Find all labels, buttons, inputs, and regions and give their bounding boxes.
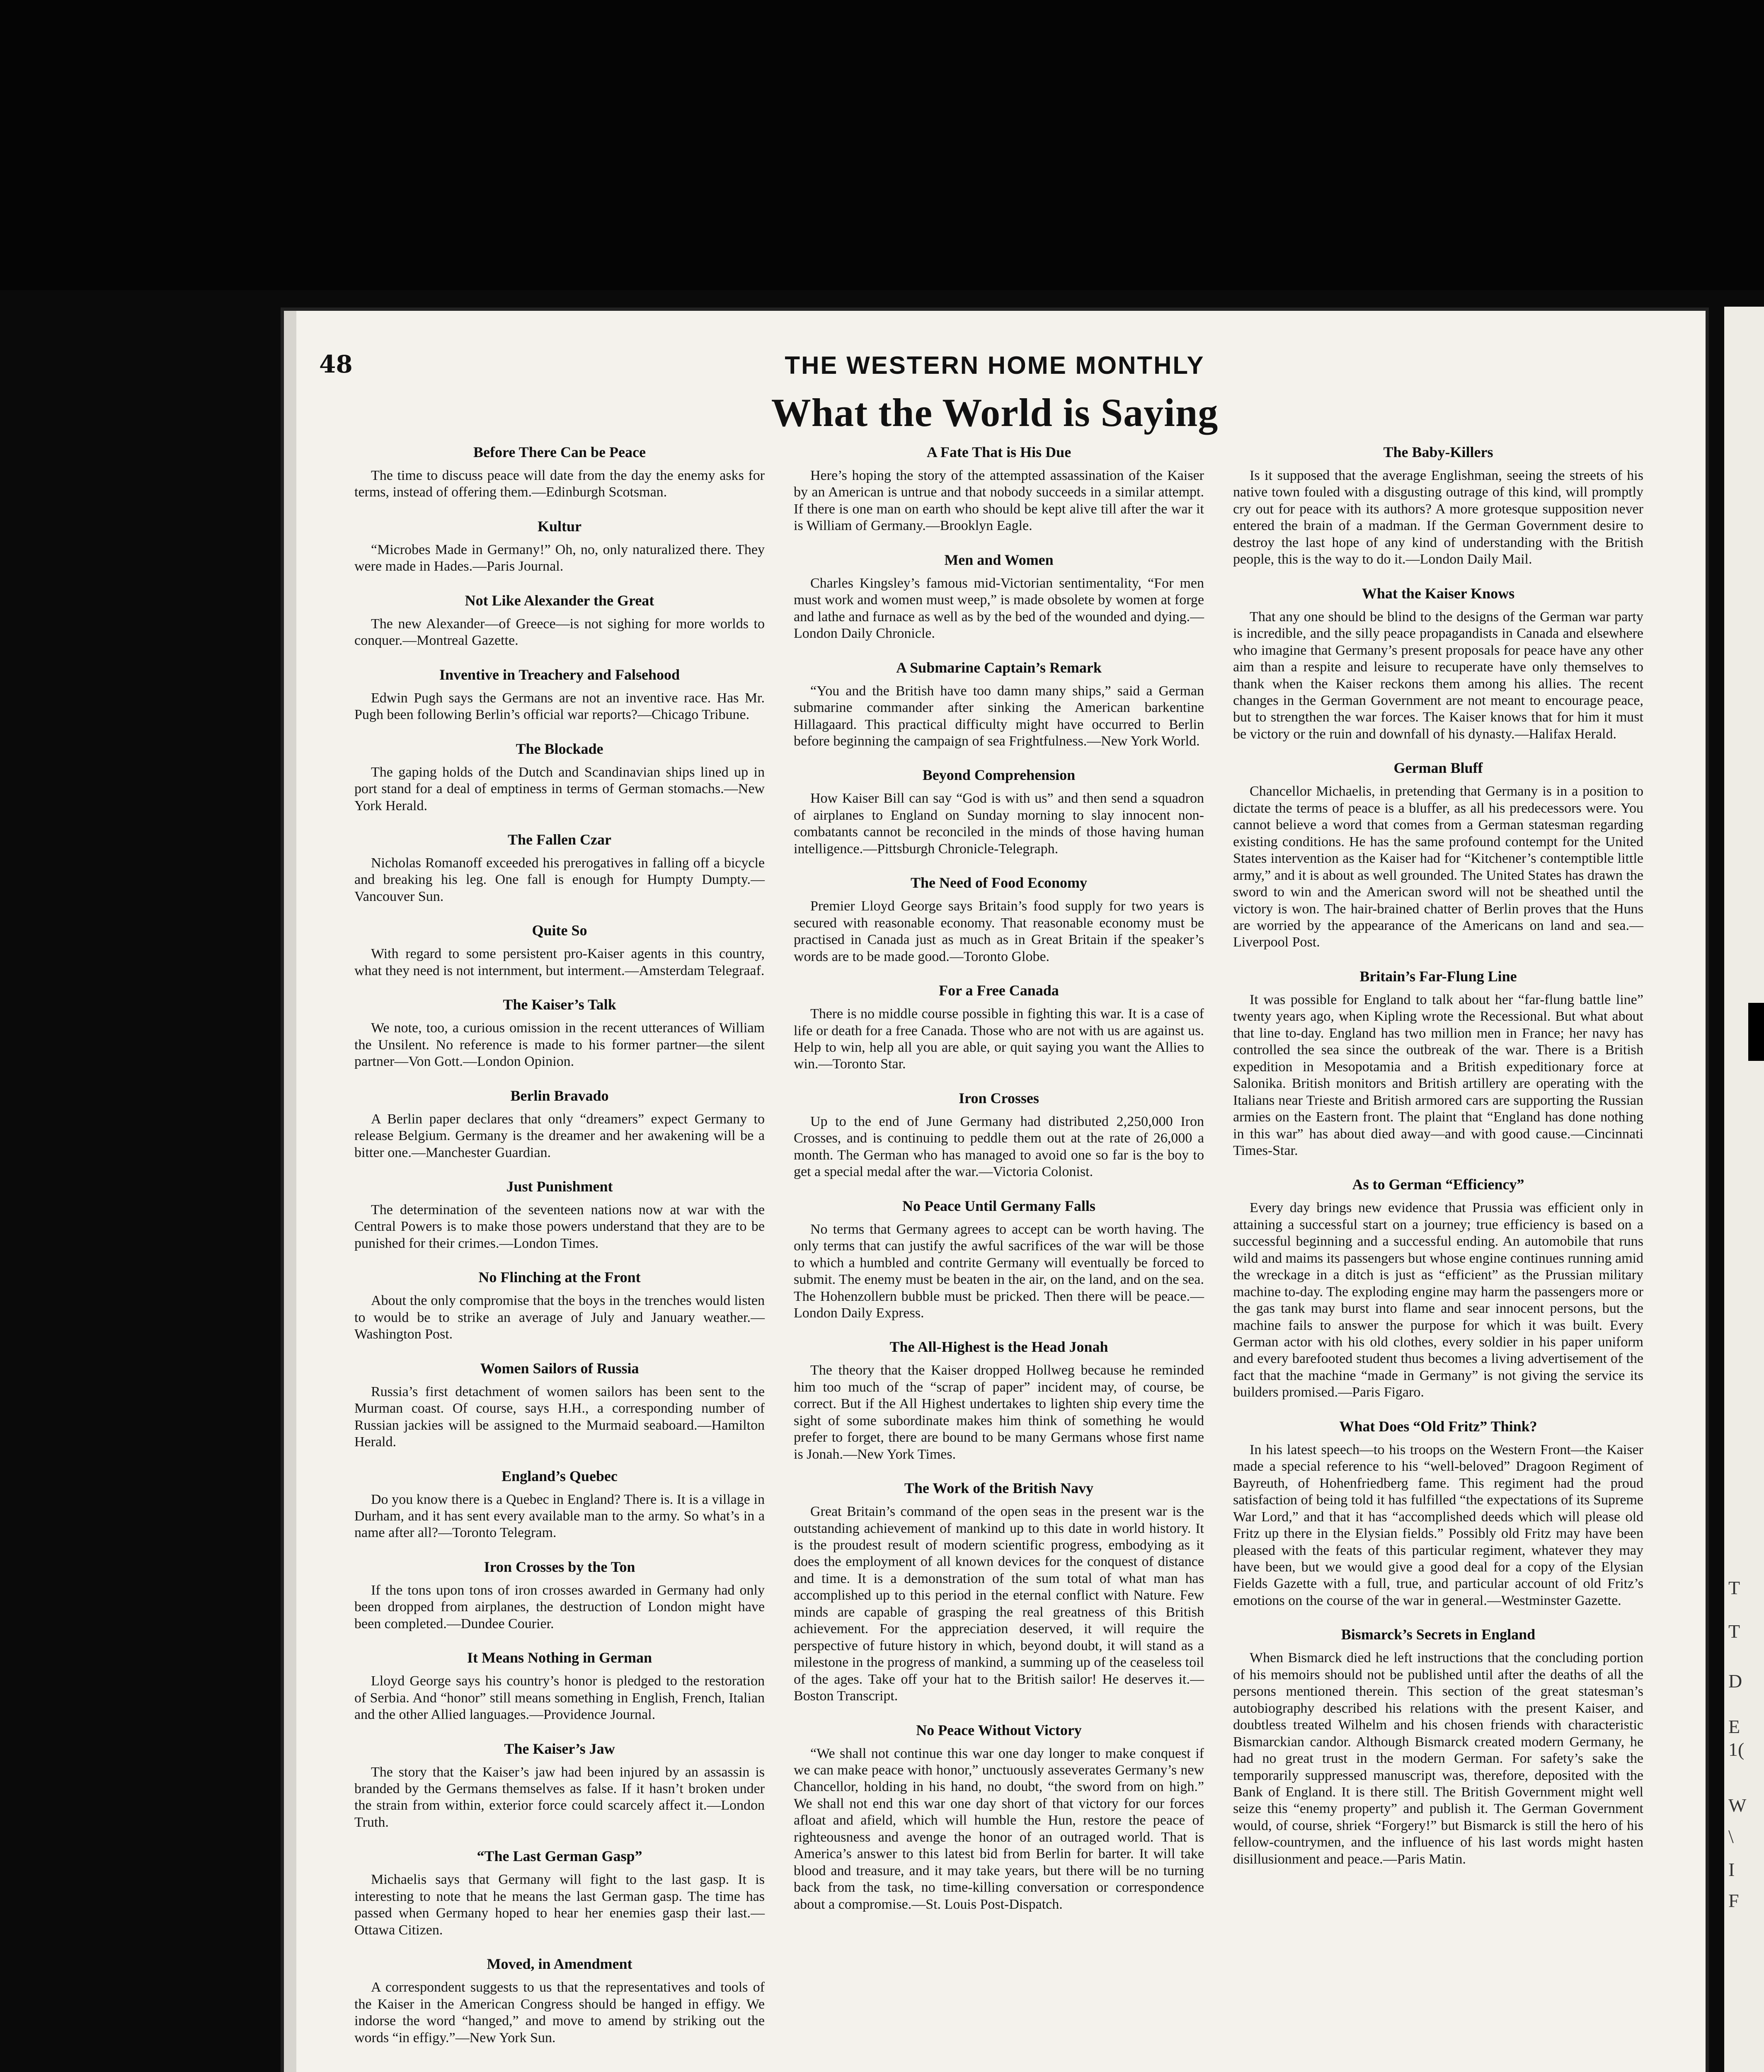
- edge-fragment: W: [1728, 1795, 1747, 1816]
- article: [354, 1087, 765, 1161]
- article-body: The story that the Kaiser’s jaw had been injured by an assassin is branded by the Germans themselves as false. If it hasn’t broken under the strain from within, exterior force could scarcely affect it.—London Truth.: [354, 1764, 765, 1830]
- article-body: Michaelis says that Germany will fight to the last gasp. It is interesting to note that he means the last German gasp. The time has passed when Germany hoped to hear her enemies gasp their last.—Ottawa Citizen.: [354, 1872, 765, 1938]
- article-title: What the Kaiser Knows: [1362, 585, 1515, 602]
- article-body: Every day brings new evidence that Prussia was efficient only in attaining a successful start on a journey; true efficiency is based on a successful beginning and a successful ending. An automobile that runs wild and maims its passengers but whose engine continues running amid the wreckage in a ditch is just as “efficient” as the Prussian military machine to-day. The exploding engine may harm the passengers more or the gas tank may burst into flame and sear innocent persons, but the machine fails to answer the purpose for which it was built. Every German actor with his old clothes, every soldier in his paper uniform and every barefooted student thus becomes a living advertisement of the fact that the machine “made in Germany” is not giving the service its builders promised.—Paris Figaro.: [1233, 1200, 1643, 1400]
- article-body: “We shall not continue this war one day longer to make conquest if we can make peace with honor,” unctuously asseverates Germany’s new Chancellor, holding in his hand, no doubt, “the sword from on high.” We shall not end this war one day short of that victory for our forces afloat and afield, which will humble the Hun, restore the peace of righteousness and avenge the honor of an outraged world. That is America’s answer to this latest bid from Berlin for barter. It will take blood and treasure, and it may take years, but there will be no turning back from the task, no time-killing conversation or correspondence about a compromise.—St. Louis Post-Dispatch.: [794, 1745, 1204, 1912]
- article-title: The Baby-Killers: [1383, 444, 1493, 460]
- article-body: Is it supposed that the average Englishman, seeing the streets of his native town fouled with a disgusting outrage of this kind, will promptly cry out for peace with its authors? A more grotesque supposition never entered the brain of a madman. If the German Government desire to destroy the last hope of any kind of understanding with the British people, this is the way to do it.—London Daily Mail.: [1233, 468, 1643, 567]
- column-2: [794, 443, 1204, 1929]
- article-title: It Means Nothing in German: [467, 1649, 652, 1666]
- page-header: [284, 350, 1706, 383]
- article-body: Lloyd George says his country’s honor is pledged to the restoration of Serbia. And “honor” still means something in English, French, Italian and the other Allied languages.—Providence Journal.: [354, 1673, 765, 1723]
- article-title: German Bluff: [1393, 760, 1483, 777]
- article-title: The Need of Food Economy: [911, 874, 1087, 891]
- article-body: Great Britain’s command of the open seas in the present war is the outstanding achievement of mankind up to this date in world history. It is the proudest result of modern scientific progress, embodying as it does the employment of all known devices for the conquest of distance and time. It is a demonstration of the sum total of what man has accomplished up to this period in the eternal conflict with Nature. Few minds are capable of grasping the real greatness of this British achievement. For the appreciation deserved, it will require the perspective of future history in which, beyond doubt, it will stand as a milestone in the progress of mankind, a summing up of the ceaseless toil of the ages. Take off your hat to the British sailor! He deserves it.—Boston Transcript.: [794, 1504, 1204, 1704]
- article-title: Not Like Alexander the Great: [465, 592, 654, 609]
- article: [794, 659, 1204, 750]
- edge-fragment: T: [1728, 1621, 1740, 1642]
- article-title: The Blockade: [516, 740, 603, 757]
- article: [354, 518, 765, 575]
- adjacent-page-edge: [1724, 307, 1764, 2072]
- article: [354, 740, 765, 814]
- edge-fragment: T: [1728, 1577, 1740, 1598]
- column-3: [1233, 443, 1643, 1884]
- article-title: Iron Crosses: [959, 1089, 1039, 1106]
- article-body: “Microbes Made in Germany!” Oh, no, only naturalized there. They were made in Hades.—Paris Journal.: [354, 542, 765, 574]
- article: [354, 996, 765, 1070]
- article: [354, 1268, 765, 1343]
- article: [354, 1178, 765, 1252]
- article-body: Edwin Pugh says the Germans are not an inventive race. Has Mr. Pugh been following Berlin’s official war reports?—Chicago Tribune.: [354, 690, 765, 723]
- article: [354, 1847, 765, 1939]
- article-body: A correspondent suggests to us that the representatives and tools of the Kaiser in the American Congress should be hanged in effigy. We indorse the word “hanged,” and move to amend by striking out the words “in effigy.”—New York Sun.: [354, 1980, 765, 2045]
- article-body: The new Alexander—of Greece—is not sighing for more worlds to conquer.—Montreal Gazette.: [354, 616, 765, 649]
- article-body: Premier Lloyd George says Britain’s food supply for two years is secured with reasonable economy. That reasonable economy must be practised in Canada just as much as in Great Britain if the speaker’s words are to be made good.—Toronto Globe.: [794, 898, 1204, 964]
- article-title: Moved, in Amendment: [487, 1956, 632, 1973]
- article-title: The Kaiser’s Jaw: [504, 1740, 615, 1757]
- column-1: [354, 443, 765, 2063]
- article: [794, 982, 1204, 1073]
- article: [354, 1467, 765, 1542]
- edge-fragment: D: [1728, 1670, 1742, 1692]
- article-title: The All-Highest is the Head Jonah: [889, 1339, 1108, 1356]
- article-body: When Bismarck died he left instructions that the concluding portion of his memoirs should not be published until after the deaths of all the persons mentioned therein. This section of the great statesman’s autobiography described his relations with the present Kaiser, and doubtless treated Wilhelm and his chosen friends with characteristic Bismarckian candor. Although Bismarck created modern Germany, he had no great trust in the modern German. For safety’s sake the temporarily suppressed manuscript was, therefore, deposited with the Bank of England. It is there still. The British Government might well seize this “enemy property” and publish it. The German Government would, of course, shriek “Forgery!” but Bismarck is still the hero of his fellow-countrymen, and the influence of his last words might hasten disillusionment and peace.—Paris Matin.: [1233, 1650, 1643, 1867]
- article-title: As to German “Efficiency”: [1352, 1176, 1524, 1193]
- article-body: “You and the British have too damn many ships,” said a German submarine commander after sinking the American barkentine Hillagaard. This practical difficulty might have occurred to Berlin before beginning the campaign of sea Frightfulness.—New York World.: [794, 683, 1204, 749]
- article-title: For a Free Canada: [939, 982, 1059, 999]
- article: [354, 1955, 765, 2046]
- article-body: In his latest speech—to his troops on the Western Front—the Kaiser made a special reference to his “well-beloved” Dragoon Regiment of Bayreuth, of Hohenfriedberg fame. This regiment had the proud satisfaction of being told it has fulfilled “the expectations of its Supreme War Lord,” and that it has “accomplished deeds which will please old Fritz up there in the Elysian fields.” Possibly old Fritz may have been pleased with the feats of this particular regiment, whatever they may have been, but we would give a good deal for a copy of the Elysian Fields Gazette with a full, true, and particular account of old Fritz’s emotions on the course of the war in general.—Westminster Gazette.: [1233, 1442, 1643, 1608]
- article: [794, 874, 1204, 965]
- article-body: The gaping holds of the Dutch and Scandinavian ships lined up in port stand for a deal of emptiness in terms of German stomachs.—New York Herald.: [354, 764, 765, 813]
- edge-fragment: F: [1728, 1890, 1739, 1911]
- article: [1233, 585, 1643, 743]
- article: [1233, 1626, 1643, 1868]
- page-number: 48: [319, 350, 353, 378]
- article-body: The determination of the seventeen nations now at war with the Central Powers is to make those powers understand that they are to be punished for their crimes.—London Times.: [354, 1202, 765, 1251]
- article: [794, 1479, 1204, 1704]
- article-body: Up to the end of June Germany had distributed 2,250,000 Iron Crosses, and is continuing to peddle them out at the rate of 26,000 a month. The German who has managed to avoid one so far is the boy to get a special medal after the war.—Victoria Colonist.: [794, 1113, 1204, 1180]
- article-body: It was possible for England to talk about her “far-flung battle line” twenty years ago, when Kipling wrote the Recessional. But what about that line to-day. England has two million men in France; her navy has controlled the sea since the outbreak of the war. There is a British expedition in Mesopotamia and a British expeditionary force at Salonika. British monitors and British artillery are operating with the Italians near Trieste and British armored cars are supporting the Russian armies on the Eastern front. The plaint that “England has done nothing in this war” has about died away—and with good cause.—Cincinnati Times-Star.: [1233, 992, 1643, 1158]
- article-body: Russia’s first detachment of women sailors has been sent to the Murman coast. Of course, says H.H., a corresponding number of Russian jackies will be assigned to the Murmaid seaboard.—Hamilton Herald.: [354, 1384, 765, 1450]
- edge-fragment: 1(: [1728, 1739, 1745, 1760]
- article-title: “The Last German Gasp”: [477, 1848, 642, 1865]
- article-title: A Fate That is His Due: [926, 444, 1071, 460]
- newspaper-page: [284, 311, 1706, 2072]
- article: [1233, 1176, 1643, 1401]
- article: [1233, 968, 1643, 1159]
- article: [354, 1740, 765, 1831]
- article-title: Just Punishment: [506, 1178, 613, 1195]
- article-title: Inventive in Treachery and Falsehood: [439, 666, 680, 683]
- article-body: No terms that Germany agrees to accept can be worth having. The only terms that can justify the awful sacrifices of the war will be those to which a humbled and contrite Germany will eventually be forced to submit. The enemy must be beaten in the air, on the land, and on the sea. The Hohenzollern bubble must be pricked. Then there will be peace.—London Daily Express.: [794, 1221, 1204, 1321]
- article-title: The Fallen Czar: [508, 831, 611, 848]
- article-body: We note, too, a curious omission in the recent utterances of William the Unsilent. No reference is made to his former partner—the silent partner—Von Gott.—London Opinion.: [354, 1020, 765, 1070]
- edge-fragment: \: [1728, 1826, 1734, 1847]
- article: [354, 1649, 765, 1723]
- article-body: Charles Kingsley’s famous mid-Victorian sentimentality, “For men must work and women must weep,” is made obsolete by women at forge and lathe and furnace as well as by the bed of the wounded and dying.—London Daily Chronicle.: [794, 575, 1204, 641]
- article: [794, 551, 1204, 642]
- article-title: Quite So: [532, 922, 587, 939]
- article: [794, 443, 1204, 535]
- article: [354, 831, 765, 905]
- article: [794, 1721, 1204, 1913]
- article-title: No Peace Until Germany Falls: [902, 1197, 1095, 1214]
- article-body: Do you know there is a Quebec in England? There is. It is a village in Durham, and it has sent every available man to the army. So what’s in a name after all?—Toronto Telegram.: [354, 1491, 765, 1541]
- article-title: Bismarck’s Secrets in England: [1341, 1626, 1536, 1643]
- article-columns: [354, 443, 1652, 2072]
- article: [354, 922, 765, 979]
- section-title: What the World is Saying: [771, 390, 1219, 435]
- article-title: Iron Crosses by the Ton: [484, 1558, 635, 1575]
- article-title: No Flinching at the Front: [478, 1269, 641, 1286]
- article-body: Nicholas Romanoff exceeded his prerogatives in falling off a bicycle and breaking his leg. One fall is enough for Humpty Dumpty.—Vancouver Sun.: [354, 855, 765, 904]
- article-body: With regard to some persistent pro-Kaiser agents in this country, what they need is not internment, but interment.—Amsterdam Telegraaf.: [354, 946, 765, 978]
- article: [794, 766, 1204, 857]
- article-body: A Berlin paper declares that only “dreamers” expect Germany to release Belgium. Germany is the dreamer and her awakening will be a bitter one.—Manchester Guardian.: [354, 1111, 765, 1160]
- article: [1233, 1418, 1643, 1610]
- article-title: Berlin Bravado: [510, 1087, 609, 1104]
- article: [354, 1558, 765, 1632]
- article-title: A Submarine Captain’s Remark: [896, 659, 1102, 676]
- article-title: No Peace Without Victory: [916, 1721, 1082, 1738]
- article-body: If the tons upon tons of iron crosses awarded in Germany had only been dropped from airplanes, the destruction of London might have been completed.—Dundee Courier.: [354, 1582, 765, 1631]
- film-margin: [0, 0, 1764, 290]
- article-body: The theory that the Kaiser dropped Hollweg because he reminded him too much of the “scrap of paper” incident may, of course, be correct. But if the All Highest undertakes to lighten ship every time the sight of some subordinate makes him think of something he would prefer to forget, there are bound to be many Germans whose first name is Jonah.—New York Times.: [794, 1363, 1204, 1462]
- page-gutter: [284, 311, 296, 2072]
- article-body: How Kaiser Bill can say “God is with us” and then send a squadron of airplanes to England on Sunday morning to slay innocent non-combatants cannot be reconciled in the minds of those having human intelligence.—Pittsburgh Chronicle-Telegraph.: [794, 791, 1204, 857]
- article-body: Here’s hoping the story of the attempted assassination of the Kaiser by an American is untrue and that nobody succeeds in a similar attempt. If there is one man on earth who should be kept alive till after the war it is William of Germany.—Brooklyn Eagle.: [794, 468, 1204, 534]
- article-title: What Does “Old Fritz” Think?: [1339, 1418, 1537, 1435]
- article: [354, 1360, 765, 1451]
- article-body: That any one should be blind to the designs of the German war party is incredible, and the silly peace propagandists in Canada and elsewhere who imagine that Germany’s present proposals for peace have any other aim than a respite and leisure to recuperate have only themselves to thank when the Kaiser reckons them among his allies. The recent changes in the German Government are not meant to encourage peace, but to strengthen the war forces. The Kaiser knows that for him it must be victory or the ruin and downfall of his dynasty.—Halifax Herald.: [1233, 609, 1643, 742]
- edge-fragment: I: [1728, 1859, 1735, 1880]
- article: [794, 1089, 1204, 1181]
- article: [1233, 759, 1643, 951]
- film-marker: [1748, 1003, 1764, 1061]
- edge-fragment: E: [1728, 1716, 1740, 1737]
- article-title: The Kaiser’s Talk: [503, 996, 616, 1013]
- article-title: Beyond Comprehension: [922, 767, 1076, 784]
- article-body: The time to discuss peace will date from the day the enemy asks for terms, instead of offering them.—Edinburgh Scotsman.: [354, 468, 765, 500]
- magazine-title: THE WESTERN HOME MONTHLY: [785, 351, 1205, 379]
- article-title: Women Sailors of Russia: [480, 1360, 639, 1377]
- article-title: Men and Women: [944, 551, 1054, 568]
- article-body: There is no middle course possible in fighting this war. It is a case of life or death for a free Canada. Those who are not with us are against us. Help to win, help all you are able, or quit saying you want the Allies to win.—Toronto Star.: [794, 1006, 1204, 1072]
- article-title: The Work of the British Navy: [904, 1480, 1094, 1497]
- article-body: About the only compromise that the boys in the trenches would listen to would be to strike an average of July and January weather.—Washington Post.: [354, 1293, 765, 1342]
- article: [794, 1197, 1204, 1322]
- article: [354, 443, 765, 501]
- article-title: Britain’s Far-Flung Line: [1359, 968, 1517, 985]
- article-body: Chancellor Michaelis, in pretending that Germany is in a position to dictate the terms of peace is a bluffer, as all his predecessors were. You cannot believe a word that comes from a German statesman regarding existing conditions. He has the same profound contempt for the United States intervention as the Kaiser had for “Kitchener’s contemptible little army,” and it is about as well grounded. The United States has drawn the sword to win and the American sword will not be sheathed until the victory is won. The hair-brained chatter of Berlin proves that the Huns are worried by the appearance of the Americans on land and sea.—Liverpool Post.: [1233, 784, 1643, 950]
- article: [354, 592, 765, 649]
- article-title: Before There Can be Peace: [473, 444, 646, 460]
- article-title: Kultur: [537, 518, 582, 535]
- article: [354, 666, 765, 724]
- article: [1233, 443, 1643, 568]
- article: [794, 1338, 1204, 1463]
- article-title: England’s Quebec: [502, 1467, 618, 1484]
